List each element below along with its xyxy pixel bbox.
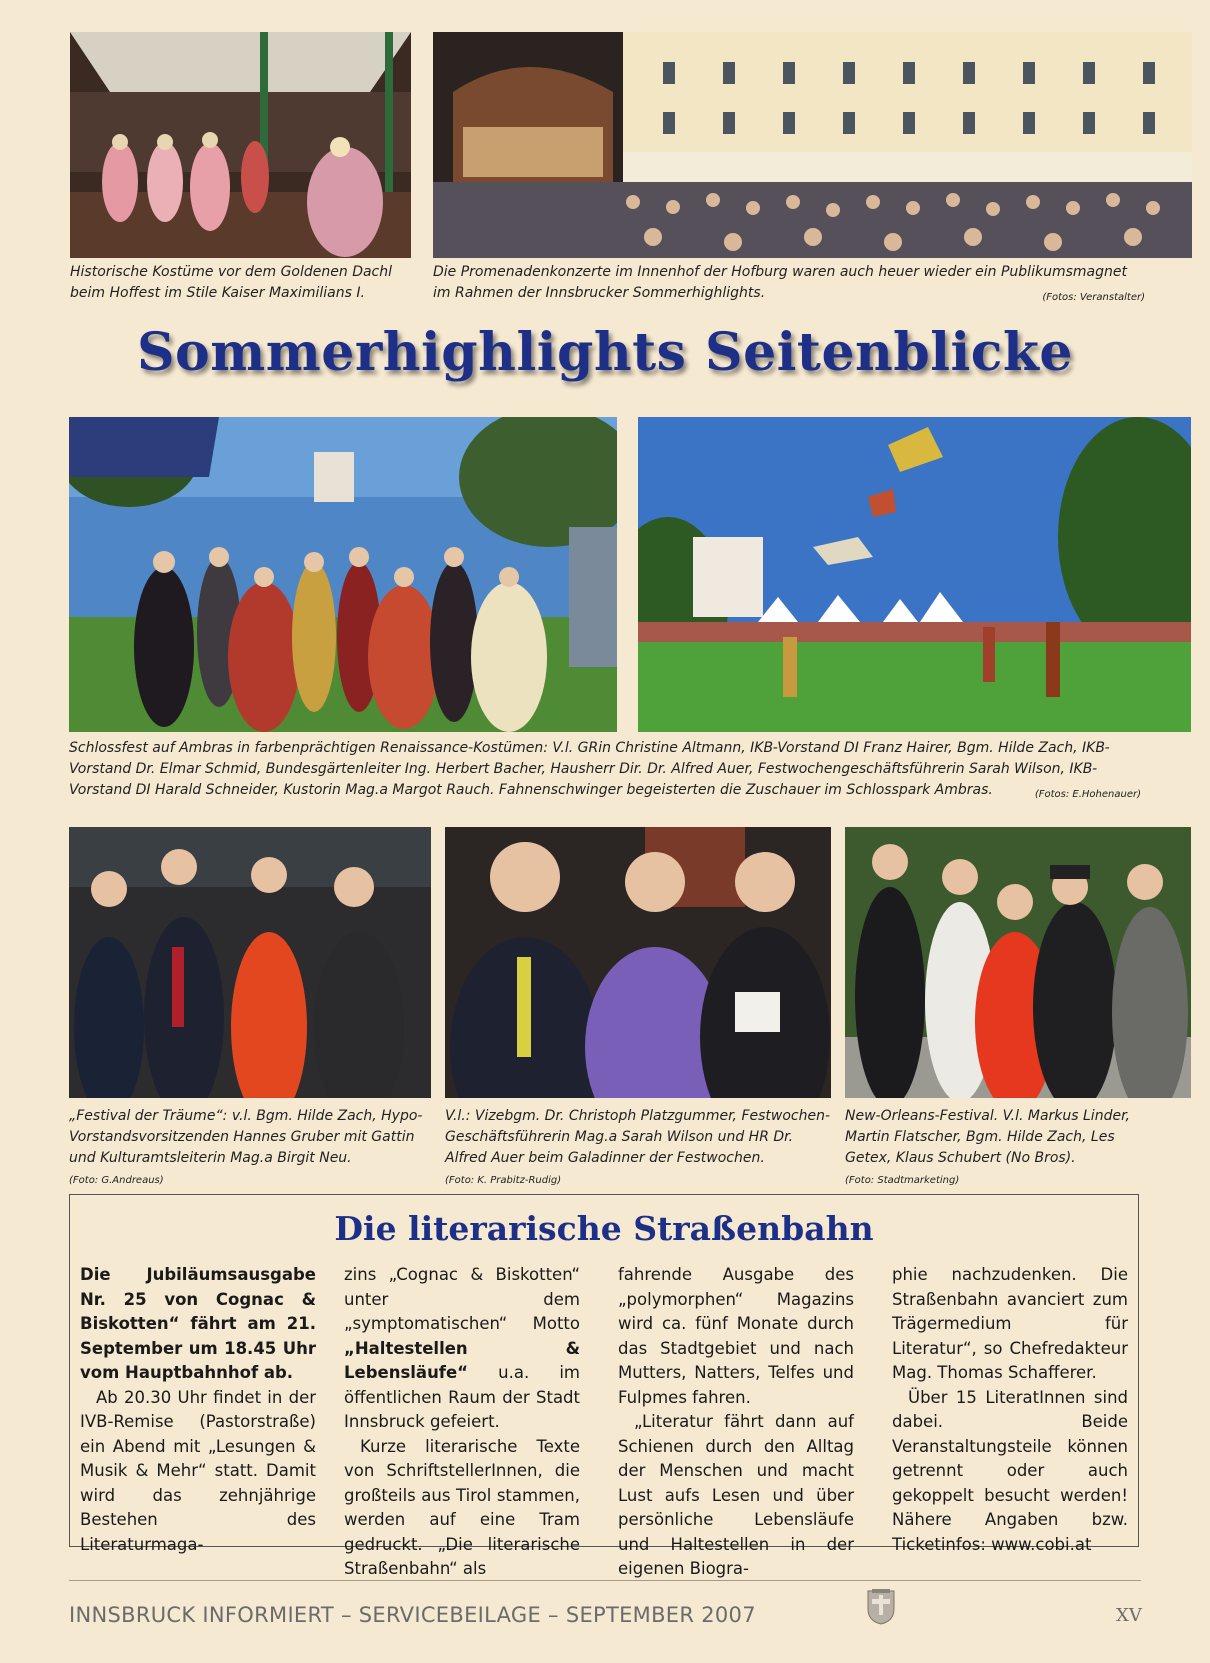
photo-credit: (Foto: Stadtmarketing)	[845, 1175, 960, 1186]
article-lead: Die Jubiläumsausgabe Nr. 25 von Cognac & Biskotten“ fährt am 21. September um 18.45 Uhr vom Hauptbahnhof ab.	[80, 1265, 316, 1382]
caption-new-orleans-text: New-Orleans-Festival. V.l. Markus Linder, Martin Flatscher, Bgm. Hilde Zach, Les Getex, Klaus Schubert (No Bros).	[845, 1108, 1130, 1166]
article-title: Die literarische Straßenbahn	[334, 1209, 874, 1248]
caption-schlossfest-text: Schlossfest auf Ambras in farbenprächtigen Renaissance-Kostümen: V.l. GRin Christine Altmann, IKB-Vorstand DI Franz Hairer, Bgm. Hilde Zach, IKB-Vorstand Dr. Elmar Schmid, Bundesgärtenleiter Ing. Herbert Bacher, Hausherr Dir. Dr. Alfred Auer, Festwochengeschäftsführerin Sarah Wilson, IKB-Vorstand DI Harald Schneider, Kustorin Mag.a Margot Rauch. Fahnenschwinger begeisterten die Zuschauer im Schlosspark Ambras.	[69, 740, 1110, 798]
article-paragraph: fahrende Ausgabe des „polymorphen“ Magazins wird ca. fünf Monate durch das Stadtgebiet und nach Mutters, Natters, Telfes und Fulpmes fahren.	[618, 1265, 854, 1407]
photo-credit: (Foto: G.Andreaus)	[69, 1175, 164, 1186]
page-title: Sommerhighlights Seitenblicke	[136, 322, 1073, 383]
article-paragraph: „Literatur fährt dann auf Schienen durch den Alltag der Menschen und macht Lust aufs Lesen und über persönliche Lebensläufe und Haltestellen in der eigenen Biogra-	[618, 1412, 854, 1578]
caption-promenade	[433, 262, 1145, 308]
article-paragraph: Ab 20.30 Uhr findet in der IVB-Remise (Pastorstraße) ein Abend mit „Lesungen & Musik & Mehr“ statt. Damit wird das zehnjährige Bestehen des Literaturmaga-	[80, 1387, 316, 1554]
photo-flag-wavers	[638, 417, 1191, 732]
footer-divider	[69, 1580, 1141, 1581]
caption-schlossfest	[69, 738, 1141, 805]
caption-galadinner	[445, 1106, 835, 1191]
caption-promenade-text: Die Promenadenkonzerte im Innenhof der Hofburg waren auch heuer wieder ein Publikumsmagnet im Rahmen der Innsbrucker Sommerhighlights.	[433, 264, 1127, 301]
article-paragraph: phie nachzudenken. Die Straßenbahn avanciert zum Trägermedium für Literatur“, so Chefredakteur Mag. Thomas Schafferer.	[892, 1265, 1128, 1382]
caption-new-orleans	[845, 1106, 1145, 1191]
article-box	[69, 1194, 1139, 1578]
page-number: XV	[1116, 1605, 1142, 1626]
article-motto: „Haltestellen & Lebensläufe“	[344, 1338, 580, 1382]
footer-title: INNSBRUCK INFORMIERT – SERVICEBEILAGE – SEPTEMBER 2007	[69, 1603, 756, 1627]
article-text: zins „Cognac & Biskotten“ unter dem „symptomatischen“ Motto	[344, 1265, 580, 1333]
caption-festival-text: „Festival der Träume“: v.l. Bgm. Hilde Zach, Hypo-Vorstandsvorsitzenden Hannes Gruber mit Gattin und Kulturamtsleiterin Mag.a Birgit Neu.	[69, 1108, 423, 1166]
photo-schlossfest-ambras	[69, 417, 617, 732]
article-column-1	[80, 1263, 316, 1557]
photo-hoffest-costumes	[70, 32, 411, 258]
caption-festival-der-traeume	[69, 1106, 433, 1191]
photo-credit: (Fotos: E.Hohenauer)	[1034, 789, 1141, 800]
article-paragraph: Über 15 LiteratInnen sind dabei. Beide Veranstaltungsteile können getrennt oder auch gekoppelt besucht werden! Nähere Angaben bzw. Ticketinfos: www.cobi.at	[892, 1387, 1128, 1554]
article-column-3	[618, 1263, 854, 1582]
photo-credit: (Foto: K. Prabitz-Rudig)	[445, 1175, 562, 1186]
photo-promenade-concert	[433, 32, 1192, 258]
article-paragraph	[344, 1263, 580, 1435]
photo-festival-der-traeume	[69, 827, 431, 1098]
article-text: u.a. im öffentlichen Raum der Stadt Innsbruck gefeiert.	[344, 1363, 580, 1431]
article-column-4	[892, 1263, 1128, 1557]
photo-credit: (Fotos: Veranstalter)	[1042, 292, 1145, 303]
caption-hoffest: Historische Kostüme vor dem Goldenen Dachl beim Hoffest im Stile Kaiser Maximilians I.	[70, 264, 393, 301]
article-column-2	[344, 1263, 580, 1582]
article-paragraph: Kurze literarische Texte von SchriftstellerInnen, die großteils aus Tirol stammen, werden auf eine Tram gedruckt. „Die literarische Straßenbahn“ als	[344, 1436, 580, 1578]
caption-galadinner-text: V.l.: Vizebgm. Dr. Christoph Platzgummer, Festwochen-Geschäftsführerin Mag.a Sarah Wilson und HR Dr. Alfred Auer beim Galadinner der Festwochen.	[445, 1108, 831, 1166]
photo-galadinner	[445, 827, 831, 1098]
photo-new-orleans-festival	[845, 827, 1191, 1098]
city-crest-icon	[866, 1587, 896, 1625]
